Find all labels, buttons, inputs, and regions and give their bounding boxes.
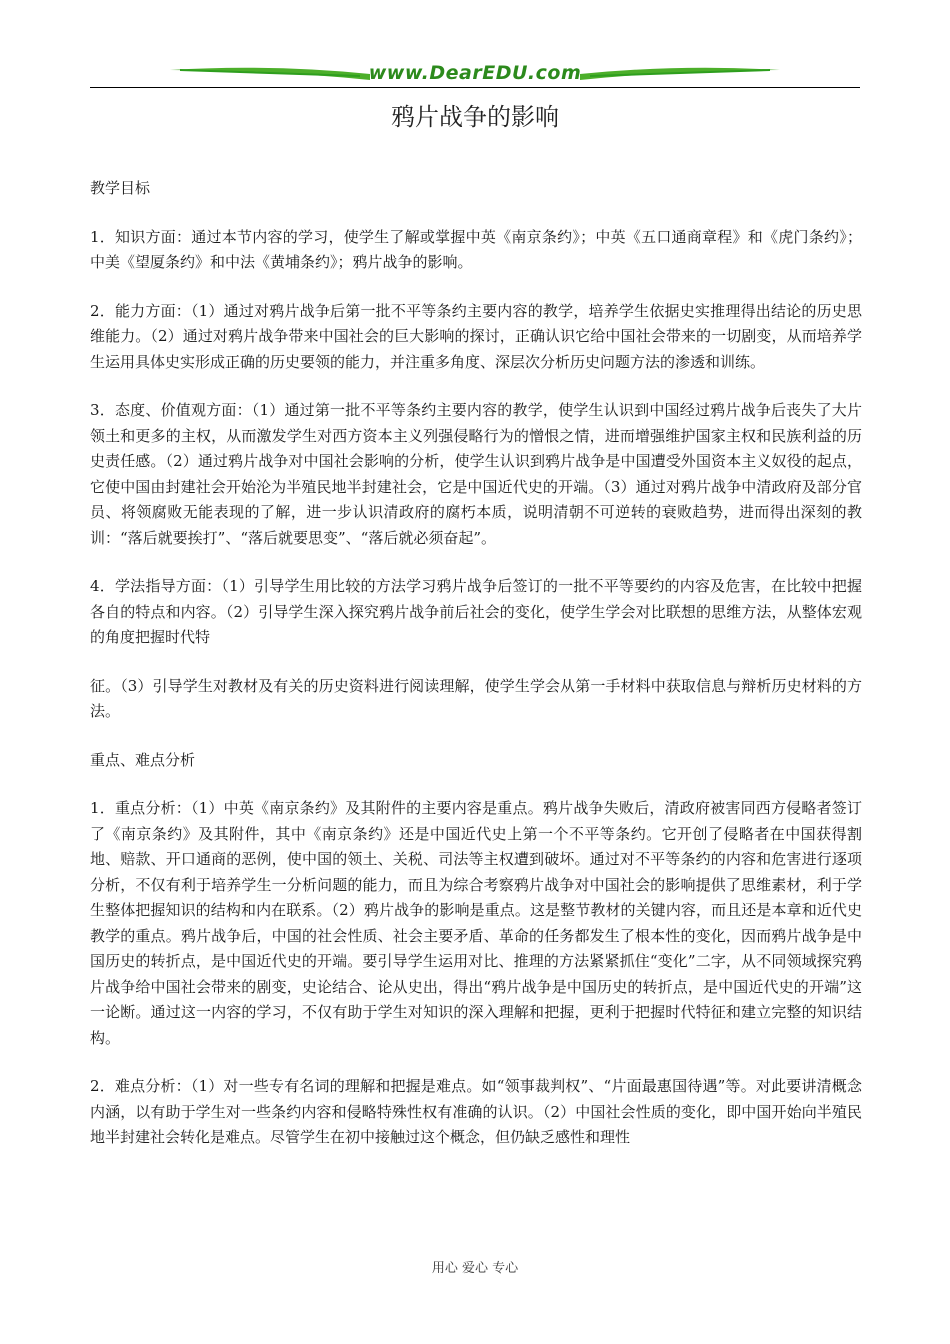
site-header-logo — [90, 58, 860, 90]
header-divider — [90, 87, 860, 88]
logo-text[interactable]: www.DearEDU.com — [368, 62, 582, 84]
paragraph-ability: 2．能力方面：（1）通过对鸦片战争后第一批不平等条约主要内容的教学，培养学生依据史实推理得出结论的历史思维能力。（2）通过对鸦片战争带来中国社会的巨大影响的探讨，正确认识它给中国社会带来的一切剧变，从而培养学生运用具体史实形成正确的历史要领的能力，并注重多角度、深层次分析历史问题方法的渗透和训练。 — [90, 301, 862, 371]
paragraph-method-guidance: 4．学法指导方面：（1）引导学生用比较的方法学习鸦片战争后签订的一批不平等要约的内容及危害，在比较中把握各自的特点和内容。（2）引导学生深入探究鸦片战争前后社会的变化，使学生学会对比联想的思维方法，从整体宏观的角度把握时代特 — [90, 577, 862, 646]
paragraph-key-point-analysis: 1．重点分析：（1）中英《南京条约》及其附件的主要内容是重点。鸦片战争失败后，清政府被害同西方侵略者签订了《南京条约》及其附件，其中《南京条约》还是中国近代史上第一个不平等条约。它开创了侵略者在中国获得割地、赔款、开口通商的恶例，使中国的领土、关税、司法等主权遭到破坏。通过对不平等条约的内容和危害进行逐项分析，不仅有利于培养学生一分析问题的能力，而且为综合考察鸦片战争对中国社会的影响提供了思维素材，利于学生整体把握知识的结构和内在联系。（2）鸦片战争的影响是重点。这是整节教材的关键内容，而且还是本章和近代史教学的重点。鸦片战争后，中国的社会性质、社会主要矛盾、革命的任务都发生了根本性的变化，因而鸦片战争是中国历史的转折点，是中国近代史的开端。要引导学生运用对比、推理的方法紧紧抓住“变化”二字，从不同领域探究鸦片战争给中国社会带来的剧变，史论结合、论从史出，得出“鸦片战争是中国历史的转折点，是中国近代史的开端”这一论断。通过这一内容的学习，不仅有助于学生对知识的深入理解和把握，更利于把握时代特征和建立完整的知识结构。 — [90, 799, 862, 1047]
document-body — [90, 176, 862, 1174]
paragraph-knowledge: 1．知识方面：通过本节内容的学习，使学生了解或掌握中英《南京条约》；中英《五口通商章程》和《虎门条约》；中美《望厦条约》和中法《黄埔条约》；鸦片战争的影响。 — [90, 227, 862, 271]
section-heading-objectives: 教学目标 — [90, 179, 151, 197]
paragraph-method-continued: 征。（3）引导学生对教材及有关的历史资料进行阅读理解，使学生学会从第一手材料中获取信息与辩析历史材料的方法。 — [90, 676, 862, 720]
page-title: 鸦片战争的影响 — [391, 103, 559, 131]
paragraph-difficulty-analysis: 2．难点分析：（1）对一些专有名词的理解和把握是难点。如“领事裁判权”、“片面最惠国待遇”等。对此要讲清概念内涵，以有助于学生对一些条约内容和侵略特殊性权有准确的认识。（2）中国社会性质的变化，即中国开始向半殖民地半封建社会转化是难点。尽管学生在初中接触过这个概念，但仍缺乏感性和理性 — [90, 1077, 862, 1146]
page-footer: 用心 爱心 专心 — [431, 1261, 519, 1276]
section-heading-key-points: 重点、难点分析 — [90, 750, 196, 769]
paragraph-attitude: 3．态度、价值观方面：（1）通过第一批不平等条约主要内容的教学，使学生认识到中国经过鸦片战争后丧失了大片领土和更多的主权，从而激发学生对西方资本主义列强侵略行为的憎恨之情，进而增强维护国家主权和民族利益的历史责任感。（2）通过鸦片战争对中国社会影响的分析，使学生认识到鸦片战争是中国遭受外国资本主义奴役的起点，它使中国由封建社会开始沦为半殖民地半封建社会，它是中国近代史的开端。（3）通过对鸦片战争中清政府及部分官员、将领腐败无能表现的了解，进一步认识清政府的腐朽本质，说明清朝不可逆转的衰败趋势，进而得出深刻的教训：“落后就要挨打”、“落后就要思变”、“落后就必须奋起”。 — [90, 401, 862, 547]
